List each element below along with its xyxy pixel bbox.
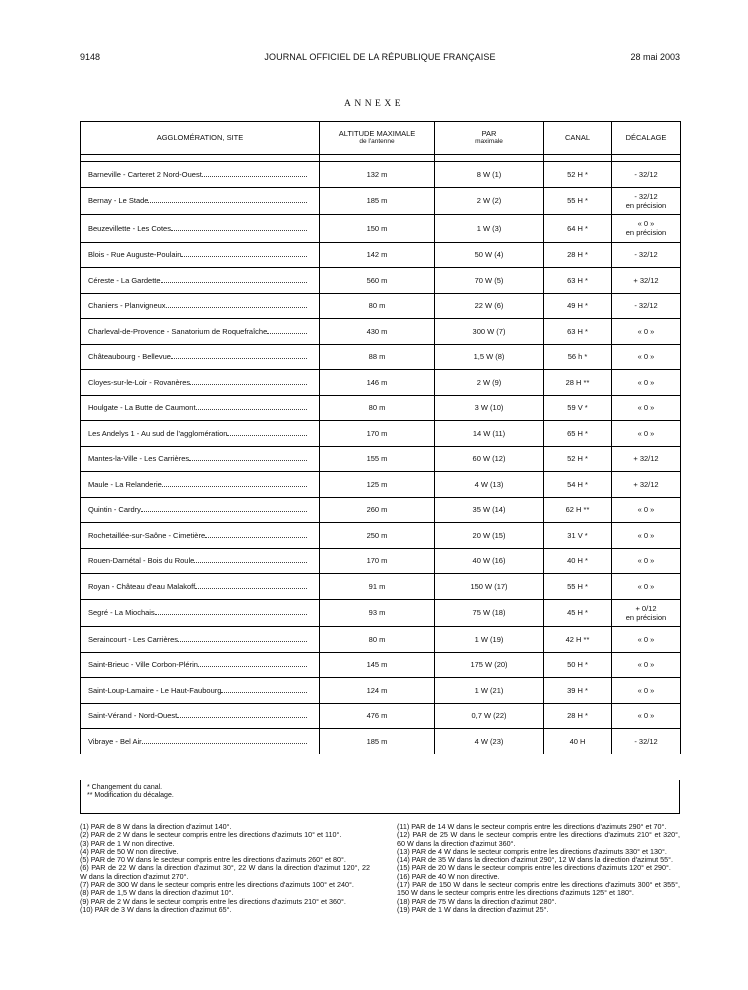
site-cell bbox=[81, 446, 320, 472]
site-cell bbox=[81, 187, 320, 215]
decalage-cell bbox=[612, 627, 681, 653]
site-cell bbox=[81, 268, 320, 294]
canal-cell: 55 H * bbox=[544, 187, 612, 215]
par-cell: 0,7 W (22) bbox=[435, 703, 544, 729]
table-row bbox=[81, 319, 681, 345]
site-label: Chaniers - Planvigneux bbox=[88, 301, 166, 311]
decalage-value: « 0 » bbox=[637, 352, 655, 362]
canal-cell: 28 H * bbox=[544, 703, 612, 729]
par-cell: 4 W (13) bbox=[435, 472, 544, 498]
decalage-cell bbox=[612, 497, 681, 523]
decalage-cell bbox=[612, 574, 681, 600]
par-cell: 70 W (5) bbox=[435, 268, 544, 294]
table-row bbox=[81, 548, 681, 574]
decalage-value: « 0 » bbox=[637, 660, 655, 670]
canal-cell: 49 H * bbox=[544, 293, 612, 319]
table-row bbox=[81, 627, 681, 653]
footnote: (12) PAR de 25 W dans le secteur compris entre les directions d'azimuts 210° et 320°, 60 W dans la direction d'azimut 360°. bbox=[397, 830, 680, 848]
altitude-cell: 93 m bbox=[320, 599, 435, 627]
table-row bbox=[81, 370, 681, 396]
altitude-cell: 260 m bbox=[320, 497, 435, 523]
canal-cell: 31 V * bbox=[544, 523, 612, 549]
par-cell: 1,5 W (8) bbox=[435, 344, 544, 370]
decalage-cell bbox=[612, 319, 681, 345]
site-cell bbox=[81, 319, 320, 345]
footnote: (6) PAR de 22 W dans la direction d'azimut 30°, 22 W dans la direction d'azimut 120°, 22 W dans la direction d'azimut 270°. bbox=[80, 863, 370, 881]
footnote: (3) PAR de 1 W non directive. bbox=[80, 838, 175, 848]
table-row bbox=[81, 652, 681, 678]
site-cell bbox=[81, 344, 320, 370]
site-label: Vibraye - Bel Air bbox=[88, 736, 142, 746]
leader-dots bbox=[142, 743, 307, 744]
decalage-cell bbox=[612, 678, 681, 704]
issue-date: 28 mai 2003 bbox=[630, 52, 680, 62]
footnote: (5) PAR de 70 W dans le secteur compris entre les directions d'azimuts 260° et 80°. bbox=[80, 855, 346, 865]
leader-dots bbox=[148, 202, 307, 203]
site-label: Charleval-de-Provence - Sanatorium de Roquefraîche bbox=[88, 326, 268, 336]
canal-cell: 50 H * bbox=[544, 652, 612, 678]
altitude-cell: 155 m bbox=[320, 446, 435, 472]
journal-title: JOURNAL OFFICIEL DE LA RÉPUBLIQUE FRANÇAISE bbox=[264, 52, 496, 62]
leader-dots bbox=[221, 692, 307, 693]
leader-dots bbox=[198, 666, 307, 667]
site-label: Blois - Rue Auguste-Poulain bbox=[88, 250, 182, 260]
canal-cell: 39 H * bbox=[544, 678, 612, 704]
site-label: Châteaubourg - Bellevue bbox=[88, 352, 171, 362]
altitude-cell: 430 m bbox=[320, 319, 435, 345]
canal-cell: 40 H bbox=[544, 729, 612, 754]
site-cell bbox=[81, 523, 320, 549]
par-cell: 35 W (14) bbox=[435, 497, 544, 523]
par-cell: 300 W (7) bbox=[435, 319, 544, 345]
table-header-row bbox=[81, 122, 681, 155]
table-row bbox=[81, 162, 681, 188]
decalage-cell bbox=[612, 446, 681, 472]
decalage-cell bbox=[612, 703, 681, 729]
altitude-cell: 91 m bbox=[320, 574, 435, 600]
decalage-cell bbox=[612, 187, 681, 215]
col-header-altitude bbox=[320, 122, 435, 155]
table-row bbox=[81, 729, 681, 754]
par-cell: 40 W (16) bbox=[435, 548, 544, 574]
site-label: Rochetaillée-sur-Saône - Cimetière bbox=[88, 530, 206, 540]
par-cell: 50 W (4) bbox=[435, 242, 544, 268]
leader-dots bbox=[205, 537, 307, 538]
table-row bbox=[81, 703, 681, 729]
note-offset-change: ** Modification du décalage. bbox=[87, 792, 174, 799]
decalage-cell bbox=[612, 599, 681, 627]
canal-cell: 63 H * bbox=[544, 268, 612, 294]
canal-cell: 40 H * bbox=[544, 548, 612, 574]
canal-cell: 42 H ** bbox=[544, 627, 612, 653]
leader-dots bbox=[194, 562, 307, 563]
decalage-value: « 0 » bbox=[637, 711, 655, 721]
footnote: (9) PAR de 2 W dans le secteur compris entre les directions d'azimuts 210° et 360°. bbox=[80, 896, 346, 906]
par-cell: 20 W (15) bbox=[435, 523, 544, 549]
altitude-cell: 124 m bbox=[320, 678, 435, 704]
decalage-qualifier: en précision bbox=[625, 200, 667, 210]
footnote: (4) PAR de 50 W non directive. bbox=[80, 846, 179, 856]
site-cell bbox=[81, 242, 320, 268]
decalage-value: « 0 » bbox=[637, 581, 655, 591]
site-label: Rouen-Darnétal - Bois du Roule bbox=[88, 556, 195, 566]
decalage-cell bbox=[612, 242, 681, 268]
leader-dots bbox=[161, 282, 307, 283]
altitude-cell: 146 m bbox=[320, 370, 435, 396]
table-row bbox=[81, 242, 681, 268]
decalage-value: « 0 » bbox=[637, 685, 655, 695]
table-row bbox=[81, 395, 681, 421]
decalage-value: « 0 » bbox=[637, 377, 655, 387]
decalage-cell bbox=[612, 344, 681, 370]
canal-cell: 52 H * bbox=[544, 446, 612, 472]
canal-cell: 55 H * bbox=[544, 574, 612, 600]
decalage-cell bbox=[612, 472, 681, 498]
site-label: Houlgate - La Butte de Caumont bbox=[88, 403, 196, 413]
site-cell bbox=[81, 472, 320, 498]
site-label: Saint-Brieuc - Ville Corbon-Plérin bbox=[88, 660, 198, 670]
table-row bbox=[81, 574, 681, 600]
canal-cell: 63 H * bbox=[544, 319, 612, 345]
site-cell bbox=[81, 395, 320, 421]
altitude-cell: 560 m bbox=[320, 268, 435, 294]
par-cell: 3 W (10) bbox=[435, 395, 544, 421]
site-cell bbox=[81, 421, 320, 447]
decalage-value: « 0 » bbox=[637, 634, 655, 644]
col-header-altitude-sub: de l'antenne bbox=[359, 138, 395, 145]
decalage-value: « 0 » bbox=[637, 219, 655, 229]
footnote: (2) PAR de 2 W dans le secteur compris entre les directions d'azimuts 10° et 110°. bbox=[80, 830, 342, 840]
canal-cell: 54 H * bbox=[544, 472, 612, 498]
altitude-cell: 476 m bbox=[320, 703, 435, 729]
leader-dots bbox=[195, 588, 307, 589]
site-label: Beuzevillette - Les Cotes bbox=[88, 223, 171, 233]
decalage-value: « 0 » bbox=[637, 530, 655, 540]
footnote: (8) PAR de 1,5 W dans la direction d'azimut 10°. bbox=[80, 888, 234, 898]
par-cell: 60 W (12) bbox=[435, 446, 544, 472]
altitude-cell: 170 m bbox=[320, 548, 435, 574]
table-row bbox=[81, 187, 681, 215]
footnote: (18) PAR de 75 W dans la direction d'azimut 280°. bbox=[397, 896, 557, 906]
site-label: Saint-Loup-Lamaire - Le Haut-Faubourg bbox=[88, 685, 222, 695]
col-header-site: AGGLOMÉRATION, SITE bbox=[81, 122, 320, 155]
site-cell bbox=[81, 599, 320, 627]
par-cell: 1 W (3) bbox=[435, 215, 544, 243]
altitude-cell: 125 m bbox=[320, 472, 435, 498]
decalage-cell bbox=[612, 548, 681, 574]
site-label: Cloyes-sur-le-Loir - Rovanères bbox=[88, 377, 191, 387]
footnote: (10) PAR de 3 W dans la direction d'azimut 65°. bbox=[80, 904, 232, 914]
decalage-cell bbox=[612, 370, 681, 396]
leader-dots bbox=[162, 486, 307, 487]
altitude-cell: 80 m bbox=[320, 627, 435, 653]
decalage-value: « 0 » bbox=[637, 428, 655, 438]
leader-dots bbox=[190, 384, 307, 385]
leader-dots bbox=[189, 460, 307, 461]
annexe-title: ANNEXE bbox=[343, 99, 405, 109]
par-cell: 8 W (1) bbox=[435, 162, 544, 188]
altitude-cell: 80 m bbox=[320, 293, 435, 319]
site-cell bbox=[81, 497, 320, 523]
frequency-table bbox=[80, 121, 681, 754]
altitude-cell: 150 m bbox=[320, 215, 435, 243]
site-label: Barneville - Carteret 2 Nord-Ouest bbox=[88, 169, 202, 179]
altitude-cell: 185 m bbox=[320, 187, 435, 215]
col-header-par bbox=[435, 122, 544, 155]
site-label: Maule - La Relanderie bbox=[88, 479, 162, 489]
leader-dots bbox=[227, 435, 307, 436]
decalage-value: « 0 » bbox=[637, 326, 655, 336]
table-row bbox=[81, 293, 681, 319]
canal-cell: 56 h * bbox=[544, 344, 612, 370]
leader-dots bbox=[141, 511, 307, 512]
decalage-cell bbox=[612, 268, 681, 294]
canal-cell: 45 H * bbox=[544, 599, 612, 627]
col-header-par-sub: maximale bbox=[475, 138, 503, 145]
table-row bbox=[81, 523, 681, 549]
site-cell bbox=[81, 574, 320, 600]
decalage-value: - 32/12 bbox=[634, 169, 658, 179]
site-label: Les Andelys 1 - Au sud de l'agglomération bbox=[88, 428, 228, 438]
site-cell bbox=[81, 370, 320, 396]
par-cell: 75 W (18) bbox=[435, 599, 544, 627]
par-cell: 14 W (11) bbox=[435, 421, 544, 447]
altitude-cell: 80 m bbox=[320, 395, 435, 421]
par-cell: 2 W (2) bbox=[435, 187, 544, 215]
canal-cell: 59 V * bbox=[544, 395, 612, 421]
site-cell bbox=[81, 215, 320, 243]
footnotes-right-column bbox=[397, 823, 680, 914]
footnotes-left-column bbox=[80, 823, 370, 914]
par-cell: 1 W (21) bbox=[435, 678, 544, 704]
table-row bbox=[81, 421, 681, 447]
site-label: Bernay - Le Stade bbox=[88, 196, 149, 206]
site-label: Seraincourt - Les Carrières bbox=[88, 634, 179, 644]
canal-cell: 28 H * bbox=[544, 242, 612, 268]
table-notes bbox=[80, 780, 680, 814]
site-label: Céreste - La Gardette bbox=[88, 275, 161, 285]
decalage-cell bbox=[612, 421, 681, 447]
par-cell: 1 W (19) bbox=[435, 627, 544, 653]
table-row bbox=[81, 599, 681, 627]
decalage-value: - 32/12 bbox=[634, 301, 658, 311]
site-label: Saint-Vérand - Nord-Ouest bbox=[88, 711, 178, 721]
canal-cell: 52 H * bbox=[544, 162, 612, 188]
page-header bbox=[80, 52, 680, 66]
leader-dots bbox=[171, 230, 307, 231]
altitude-cell: 132 m bbox=[320, 162, 435, 188]
footnote: (14) PAR de 35 W dans la direction d'azimut 290°, 12 W dans la direction d'azimut 55°. bbox=[397, 855, 674, 865]
altitude-cell: 170 m bbox=[320, 421, 435, 447]
canal-cell: 64 H * bbox=[544, 215, 612, 243]
table-spacer-row bbox=[81, 155, 681, 162]
decalage-value: « 0 » bbox=[637, 403, 655, 413]
site-cell bbox=[81, 678, 320, 704]
footnote: (17) PAR de 150 W dans le secteur compris entre les directions d'azimuts 300° et 355°, 150 W dans le secteur compris entre les directions d'azimuts 125° et 180°. bbox=[397, 880, 680, 898]
col-header-canal: CANAL bbox=[544, 122, 612, 155]
site-cell bbox=[81, 652, 320, 678]
site-cell bbox=[81, 627, 320, 653]
page-number: 9148 bbox=[80, 52, 101, 62]
site-cell bbox=[81, 729, 320, 754]
decalage-value: « 0 » bbox=[637, 556, 655, 566]
table-row bbox=[81, 268, 681, 294]
decalage-value: + 0/12 bbox=[635, 603, 657, 613]
footnote: (13) PAR de 4 W dans le secteur compris entre les directions d'azimuts 330° et 130°. bbox=[397, 846, 667, 856]
decalage-qualifier: en précision bbox=[625, 228, 667, 238]
site-label: Mantes-la-Ville - Les Carrières bbox=[88, 454, 190, 464]
col-header-decalage: DÉCALAGE bbox=[612, 122, 681, 155]
site-label: Quintin - Cardry bbox=[88, 505, 141, 515]
altitude-cell: 250 m bbox=[320, 523, 435, 549]
table-body bbox=[81, 155, 681, 754]
footnote: (11) PAR de 14 W dans le secteur compris entre les directions d'azimuts 290° et 70°. bbox=[397, 822, 667, 831]
decalage-value: + 32/12 bbox=[633, 275, 659, 285]
altitude-cell: 185 m bbox=[320, 729, 435, 754]
table-row bbox=[81, 472, 681, 498]
leader-dots bbox=[177, 717, 307, 718]
leader-dots bbox=[267, 333, 307, 334]
decalage-cell bbox=[612, 162, 681, 188]
leader-dots bbox=[196, 409, 307, 410]
decalage-cell bbox=[612, 729, 681, 754]
table-row bbox=[81, 215, 681, 243]
leader-dots bbox=[178, 641, 307, 642]
canal-cell: 28 H ** bbox=[544, 370, 612, 396]
table-row bbox=[81, 497, 681, 523]
canal-cell: 65 H * bbox=[544, 421, 612, 447]
par-cell: 150 W (17) bbox=[435, 574, 544, 600]
par-cell: 175 W (20) bbox=[435, 652, 544, 678]
site-cell bbox=[81, 548, 320, 574]
site-cell bbox=[81, 293, 320, 319]
decalage-cell bbox=[612, 652, 681, 678]
site-label: Segré - La Miochais bbox=[88, 608, 155, 618]
col-header-altitude-label: ALTITUDE MAXIMALE bbox=[338, 129, 416, 138]
decalage-cell bbox=[612, 523, 681, 549]
canal-cell: 62 H ** bbox=[544, 497, 612, 523]
altitude-cell: 142 m bbox=[320, 242, 435, 268]
leader-dots bbox=[181, 256, 307, 257]
decalage-cell bbox=[612, 215, 681, 243]
site-cell bbox=[81, 703, 320, 729]
decalage-cell bbox=[612, 395, 681, 421]
col-header-par-label: PAR bbox=[481, 129, 497, 138]
decalage-value: - 32/12 bbox=[634, 191, 658, 201]
leader-dots bbox=[166, 307, 307, 308]
decalage-value: + 32/12 bbox=[633, 479, 659, 489]
site-cell bbox=[81, 162, 320, 188]
decalage-value: - 32/12 bbox=[634, 736, 658, 746]
footnote: (7) PAR de 300 W dans le secteur compris entre les directions d'azimuts 100° et 240°. bbox=[80, 880, 354, 890]
leader-dots bbox=[155, 614, 307, 615]
decalage-value: + 32/12 bbox=[633, 454, 659, 464]
table-row bbox=[81, 678, 681, 704]
leader-dots bbox=[202, 176, 307, 177]
altitude-cell: 145 m bbox=[320, 652, 435, 678]
altitude-cell: 88 m bbox=[320, 344, 435, 370]
par-cell: 4 W (23) bbox=[435, 729, 544, 754]
footnote: (15) PAR de 20 W dans le secteur compris entre les directions d'azimuts 120° et 290°. bbox=[397, 863, 671, 873]
decalage-value: - 32/12 bbox=[634, 250, 658, 260]
decalage-cell bbox=[612, 293, 681, 319]
table-row bbox=[81, 344, 681, 370]
leader-dots bbox=[171, 358, 307, 359]
decalage-value: « 0 » bbox=[637, 505, 655, 515]
par-cell: 22 W (6) bbox=[435, 293, 544, 319]
footnote: (16) PAR de 40 W non directive. bbox=[397, 871, 500, 881]
site-label: Royan - Château d'eau Malakoff bbox=[88, 581, 196, 591]
note-channel-change: * Changement du canal. bbox=[87, 784, 163, 791]
table-row bbox=[81, 446, 681, 472]
footnote: (1) PAR de 8 W dans la direction d'azimut 140°. bbox=[80, 822, 232, 831]
footnote: (19) PAR de 1 W dans la direction d'azimut 25°. bbox=[397, 904, 549, 914]
decalage-qualifier: en précision bbox=[625, 612, 667, 622]
par-cell: 2 W (9) bbox=[435, 370, 544, 396]
